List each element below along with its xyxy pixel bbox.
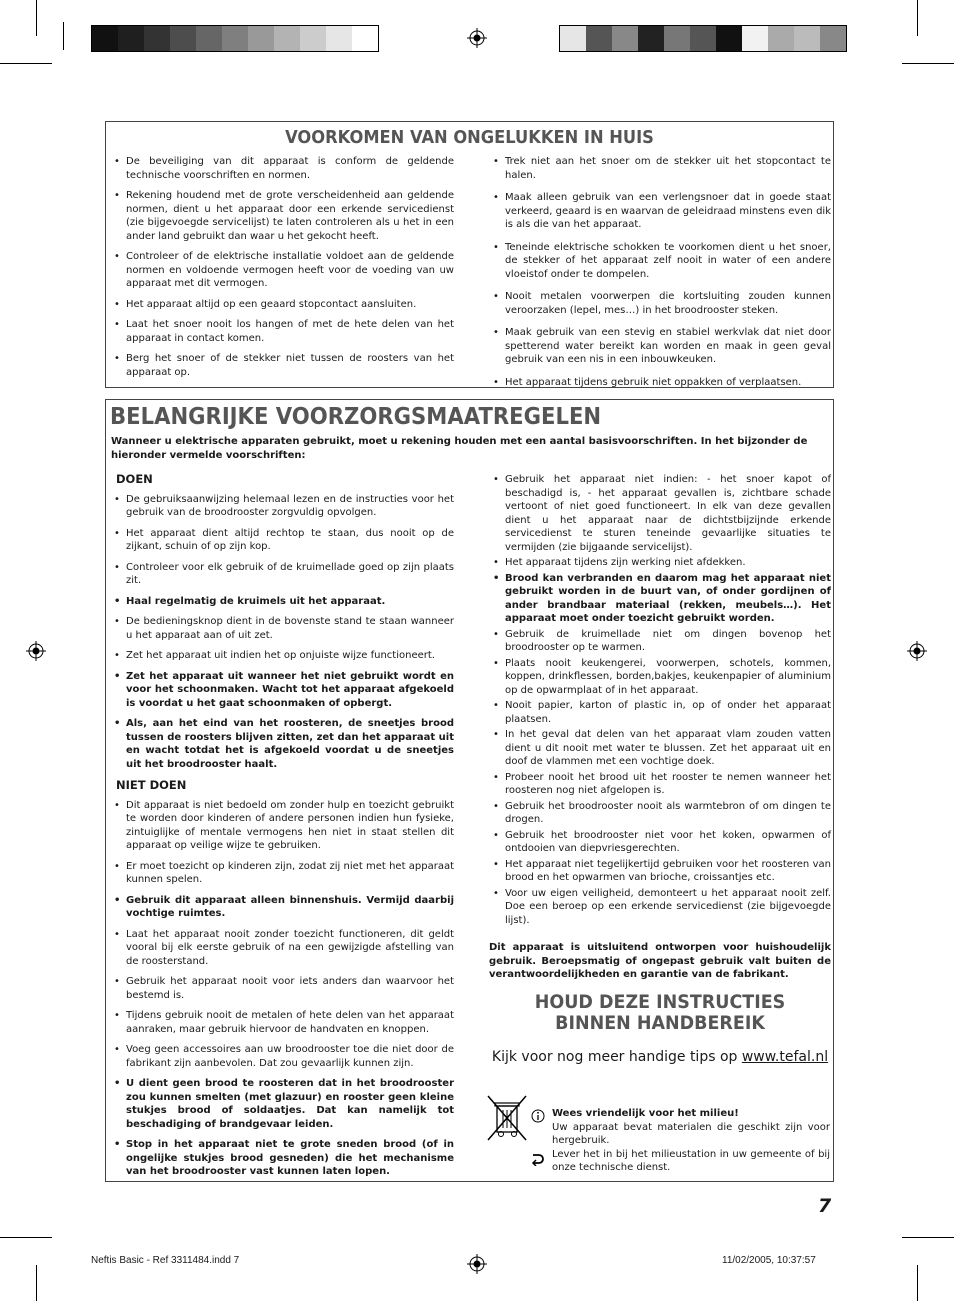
- list-item: • Gebruik het apparaat niet indien: - het snoer kapot of beschadigd is, - het apparaat gevallen is, zichtbare schade vertoont of niet goed functioneert. In elk van deze gevallen dient u het apparaat naar de dichtstbijzijnde erkende servicedienst te sturen teneinde gevaarlijke situaties te vermijden (zie bijgaande servicelijst).: [489, 473, 831, 554]
- safety-list-right: [489, 155, 831, 389]
- intro-text: Wanneer u elektrische apparaten gebruikt, moet u rekening houden met een aantal basisvoorschriften. In het bijzonder de hieronder vermelde voorschriften:: [111, 436, 808, 461]
- color-swatch: [664, 26, 690, 51]
- doen-heading: DOEN: [116, 472, 153, 486]
- color-swatch: [560, 26, 586, 51]
- list-item: • Laat het snoer nooit los hangen of met de hete delen van het apparaat in contact komen.: [110, 318, 454, 345]
- crop-mark: [36, 0, 37, 36]
- list-item: • Dit apparaat is niet bedoeld om zonder hulp en toezicht gebruikt te worden door kinderen of andere personen indien hun fysieke, zintuiglijke of mentale vermogens hen niet in staat stellen dit apparaat op veilige wijze te gebruiken.: [110, 799, 454, 853]
- crop-mark: [902, 63, 954, 64]
- tips-text: Kijk voor nog meer handige tips op: [491, 1049, 742, 1065]
- list-item: • In het geval dat delen van het apparaat vlam zouden vatten dient u dit nooit met water te blussen. Zet het apparaat uit en doof de vlammen met een vochtige doek.: [489, 728, 831, 769]
- list-item: • Brood kan verbranden en daarom mag het apparaat niet gebruikt worden in de buurt van, of onder gordijnen of ander brandbaar materiaal (rekken, meubels…). Het apparaat moet onder toezicht gebruikt worden.: [489, 572, 831, 626]
- color-swatch: [196, 26, 222, 51]
- info-icon: [531, 1109, 545, 1123]
- crop-mark: [36, 1265, 37, 1301]
- registration-mark-icon: [467, 1254, 487, 1274]
- list-item: • Rekening houdend met de grote verscheidenheid aan geldende normen, dient u het apparaat door een erkende servicedienst (zie bijgevoegde servicelijst) te laten controleren als u het in een ander land gebruikt dan waar u het gekocht heeft.: [110, 189, 454, 243]
- registration-mark-icon: [26, 641, 46, 661]
- list-item: • Gebruik de kruimellade niet om dingen bovenop het broodrooster op te warmen.: [489, 628, 831, 655]
- color-swatch: [638, 26, 664, 51]
- list-item: • Maak alleen gebruik van een verlengsnoer dat in goede staat verkeerd, geaard is en waarvan de geleidraad minstens even dik is als die van het apparaat.: [489, 191, 831, 232]
- list-item: • Stop in het apparaat niet te grote sneden brood (of in ongelijke stukjes brood gesneden) die het mechanisme van het broodrooster vast kunnen laten lopen.: [110, 1138, 454, 1179]
- list-item: • Het apparaat altijd op een geaard stopcontact aansluiten.: [110, 298, 454, 312]
- page-number: 7: [818, 1195, 832, 1217]
- color-swatch: [742, 26, 768, 51]
- color-swatch: [170, 26, 196, 51]
- list-item: • De gebruiksaanwijzing helemaal lezen en de instructies voor het gebruik van de broodrooster zorgvuldig opvolgen.: [110, 493, 454, 520]
- tefal-link[interactable]: www.tefal.nl: [741, 1049, 829, 1065]
- color-swatch: [820, 26, 846, 51]
- color-swatch: [144, 26, 170, 51]
- color-swatch: [794, 26, 820, 51]
- list-item: • Zet het apparaat uit wanneer het niet gebruikt wordt en voor het schoonmaken. Wacht tot het apparaat afgekoeld is voordat u het gaat schoonmaken of opbergt.: [110, 670, 454, 711]
- list-item: • Controleer voor elk gebruik of de kruimellade goed op zijn plaats zit.: [110, 561, 454, 588]
- environment-title: Wees vriendelijk voor het milieu!: [552, 1108, 739, 1119]
- color-swatch: [352, 26, 378, 51]
- section-accident-prevention: [105, 121, 834, 388]
- color-swatch: [92, 26, 118, 51]
- list-item: • Controleer of de elektrische installatie voldoet aan de geldende normen en voldoende vermogen heeft voor de voeding van uw apparaat met dit vermogen.: [110, 250, 454, 291]
- list-item: • Het apparaat tijdens gebruik niet oppakken of verplaatsen.: [489, 376, 831, 390]
- crop-mark: [63, 22, 64, 50]
- list-item: • De bedieningsknop dient in de bovenste stand te staan wanneer u het apparaat aan of uit zet.: [110, 615, 454, 642]
- list-item: • Zet het apparaat uit indien het op onjuiste wijze functioneert.: [110, 649, 454, 663]
- color-bar-left: [91, 25, 379, 52]
- color-swatch: [222, 26, 248, 51]
- footer-timestamp: 11/02/2005, 10:37:57: [722, 1255, 816, 1266]
- list-item: • Tijdens gebruik nooit de metalen of hete delen van het apparaat aanraken, maar gebruik hiervoor de handvaten en knoppen.: [110, 1009, 454, 1036]
- color-swatch: [768, 26, 794, 51]
- list-item: • Gebruik het apparaat nooit voor iets anders dan waarvoor het bestemd is.: [110, 975, 454, 1002]
- niet-doen-list: [110, 799, 454, 1179]
- list-item: • Plaats nooit keukengerei, voorwerpen, schotels, kommen, koppen, drinkflessen, borden,bakjes, keukenpapier of aluminium op de opwarmplaat of in het apparaat.: [489, 657, 831, 698]
- color-swatch: [690, 26, 716, 51]
- list-item: • Haal regelmatig de kruimels uit het apparaat.: [110, 595, 454, 609]
- environment-line2: Lever het in bij het milieustation in uw gemeente of bij onze technische dienst.: [552, 1148, 830, 1173]
- list-item: • Voor uw eigen veiligheid, demonteert u het apparaat nooit zelf. Doe een beroep op een erkende servicedienst (zie bijgevoegde lijst).: [489, 887, 831, 928]
- tips-line: [486, 1049, 834, 1065]
- list-item: • Trek niet aan het snoer om de stekker uit het stopcontact te halen.: [489, 155, 831, 182]
- crop-mark: [0, 1237, 52, 1238]
- environment-notice: [552, 1107, 830, 1175]
- list-item: • Nooit papier, karton of plastic in, op of onder het apparaat plaatsen.: [489, 699, 831, 726]
- color-bar-right: [559, 25, 847, 52]
- household-use-note: Dit apparaat is uitsluitend ontworpen voor huishoudelijk gebruik. Beroepsmatig of ongepast gebruik valt buiten de verantwoordelijkheden en garantie van de fabrikant.: [489, 942, 831, 980]
- list-item: • Maak gebruik van een stevig en stabiel werkvlak dat niet door spetterend water bereikt kan worden en maak in geen geval gebruik van een nis in een inbouwkeuken.: [489, 326, 831, 367]
- list-item: • Gebruik het broodrooster nooit als warmtebron of om dingen te drogen.: [489, 800, 831, 827]
- niet-doen-heading: NIET DOEN: [116, 778, 187, 792]
- section-important-precautions: [105, 399, 834, 1182]
- crop-mark: [917, 1265, 918, 1301]
- color-swatch: [300, 26, 326, 51]
- list-item: • Gebruik het broodrooster niet voor het koken, opwarmen of ontdooien van diepvriesgerechten.: [489, 829, 831, 856]
- keep-instructions-line1: HOUD DEZE INSTRUCTIES: [534, 991, 786, 1013]
- list-item: • Teneinde elektrische schokken te voorkomen dient u het snoer, de stekker of het apparaat zelf nooit in water of een andere vloeistof onder te dompelen.: [489, 241, 831, 282]
- doen-list: [110, 493, 454, 772]
- keep-instructions-heading: [500, 992, 820, 1034]
- list-item: • Als, aan het eind van het roosteren, de sneetjes brood tussen de roosters blijven zitten, zet dan het apparaat uit en wacht totdat het is afgekoeld voordat u de sneetjes uit het broodrooster haalt.: [110, 717, 454, 771]
- precautions-list-right: [489, 473, 831, 927]
- color-swatch: [716, 26, 742, 51]
- environment-line1: Uw apparaat bevat materialen die geschikt zijn voor hergebruik.: [552, 1121, 830, 1146]
- registration-mark-icon: [907, 641, 927, 661]
- keep-instructions-line2: BINNEN HANDBEREIK: [555, 1012, 765, 1034]
- safety-list-left: [110, 155, 454, 379]
- list-item: • Nooit metalen voorwerpen die kortsluiting zouden kunnen veroorzaken (lepel, mes…) in het broodrooster steken.: [489, 290, 831, 317]
- list-item: • Het apparaat niet tegelijkertijd gebruiken voor het roosteren van brood en het opwarmen van brioche, croissantjes etc.: [489, 858, 831, 885]
- list-item: • U dient geen brood te roosteren dat in het broodrooster zou kunnen smelten (met glazuur) en rooster geen kleine stukjes brood of soldaatjes. Dat kan namelijk tot beschadiging of brandgevaar leiden.: [110, 1077, 454, 1131]
- crop-mark: [917, 0, 918, 36]
- list-item: • Laat het apparaat nooit zonder toezicht functioneren, dit geldt vooral bij elk eerste gebruik of na een gewijzigde afstelling van de roosterstand.: [110, 928, 454, 969]
- color-swatch: [586, 26, 612, 51]
- color-swatch: [248, 26, 274, 51]
- list-item: • Gebruik dit apparaat alleen binnenshuis. Vermijd daarbij vochtige ruimtes.: [110, 894, 454, 921]
- list-item: • Er moet toezicht op kinderen zijn, zodat zij niet met het apparaat kunnen spelen.: [110, 860, 454, 887]
- list-item: • Berg het snoer of de stekker niet tussen de roosters van het apparaat op.: [110, 352, 454, 379]
- crossed-bin-icon: [486, 1094, 528, 1142]
- list-item: • Probeer nooit het brood uit het rooster te nemen wanneer het roosteren nog niet afgelopen is.: [489, 771, 831, 798]
- section-title: VOORKOMEN VAN ONGELUKKEN IN HUIS: [285, 128, 654, 148]
- color-swatch: [612, 26, 638, 51]
- registration-mark-icon: [467, 28, 487, 48]
- color-swatch: [274, 26, 300, 51]
- section-title: BELANGRIJKE VOORZORGSMAATREGELEN: [110, 404, 602, 430]
- crop-mark: [902, 1237, 954, 1238]
- list-item: • Het apparaat dient altijd rechtop te staan, dus nooit op de zijkant, schuin of op zijn kop.: [110, 527, 454, 554]
- list-item: • De beveiliging van dit apparaat is conform de geldende technische voorschriften en normen.: [110, 155, 454, 182]
- list-item: • Het apparaat tijdens zijn werking niet afdekken.: [489, 556, 831, 570]
- color-swatch: [118, 26, 144, 51]
- crop-mark: [0, 63, 52, 64]
- color-swatch: [326, 26, 352, 51]
- footer-filename: Neftis Basic - Ref 3311484.indd 7: [91, 1255, 240, 1266]
- arrow-right-icon: [531, 1152, 545, 1166]
- list-item: • Voeg geen accessoires aan uw broodrooster toe die niet door de fabrikant zijn aanbevolen. Dat zou gevaarlijk kunnen zijn.: [110, 1043, 454, 1070]
